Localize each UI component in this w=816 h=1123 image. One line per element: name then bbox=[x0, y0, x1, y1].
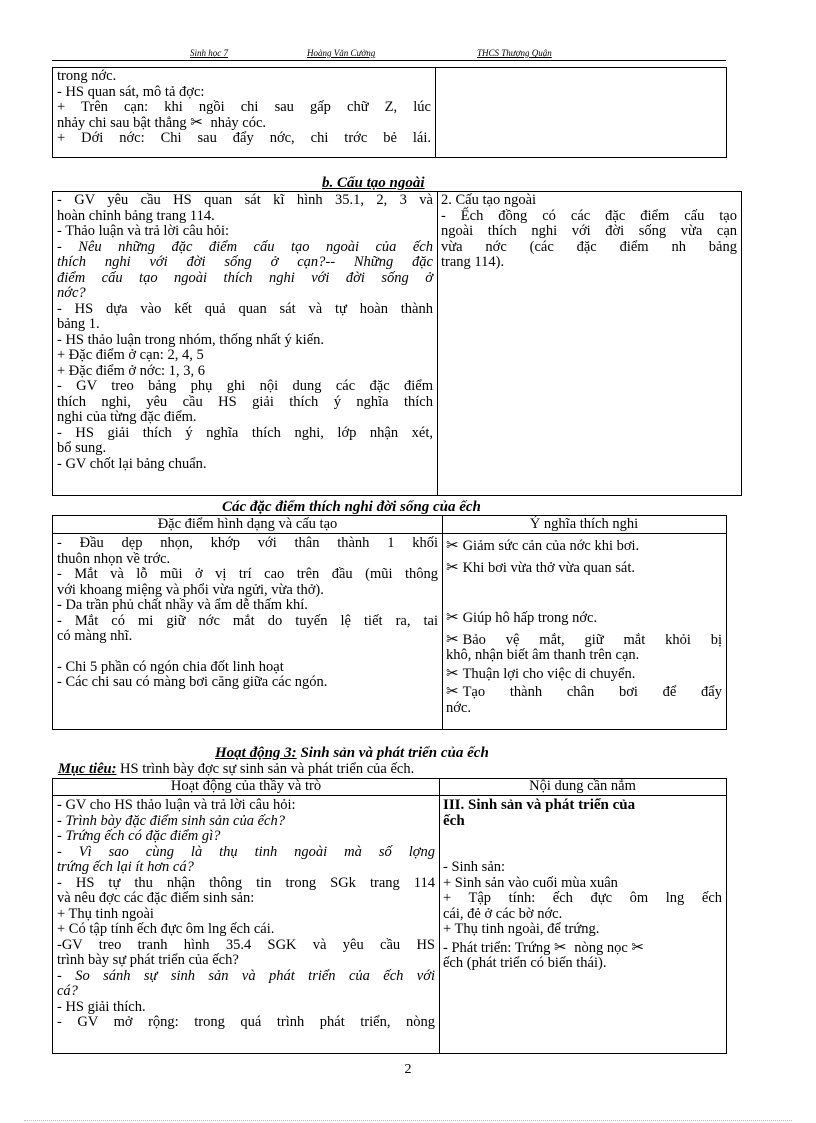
text-span: nhảy cóc. bbox=[210, 114, 267, 131]
text-line: ếch (phát triển có biến thái). bbox=[443, 955, 607, 971]
table-reproduction bbox=[52, 778, 727, 1054]
column-header-meaning: Ý nghĩa thích nghi bbox=[529, 516, 639, 532]
text-line: + Có tập tính ếch đực ôm lng ếch cái. bbox=[57, 921, 275, 937]
text-line: bổ sung. bbox=[57, 440, 107, 456]
text-line bbox=[443, 941, 722, 957]
question-line: nớc? bbox=[57, 285, 86, 301]
text-line: thích nghi, yêu cầu HS giải thích ý nghĩa thích bbox=[57, 393, 433, 410]
arrow-symbol-icon: ✂ bbox=[446, 610, 459, 626]
text-line: có màng nhĩ. bbox=[57, 628, 133, 644]
text-line: + Sinh sản vào cuối mùa xuân bbox=[443, 874, 618, 891]
header-school: THCS Thượng Quận bbox=[477, 48, 552, 58]
text-line: - Chi 5 phần có ngón chia đốt linh hoạt bbox=[57, 658, 284, 675]
question-line: thích nghi với đời sống ở cạn?-- Những đặc bbox=[57, 254, 433, 270]
table-external-left bbox=[53, 192, 437, 495]
text-line: - Ếch đồng có các đặc điểm cấu tạo bbox=[441, 207, 737, 224]
text-line: trang 114). bbox=[441, 254, 505, 270]
running-header bbox=[52, 46, 726, 61]
section-title-line: III. Sinh sản và phát triển của bbox=[443, 797, 636, 813]
text-span: nhảy chi sau bật thẳng bbox=[57, 114, 187, 131]
header-subject: Sinh học 7 bbox=[190, 48, 228, 58]
table-reproduction-left bbox=[53, 797, 439, 1053]
text-line: - GV chốt lại bảng chuẩn. bbox=[57, 455, 207, 472]
table-adaptation bbox=[52, 515, 727, 730]
text-line: 2. Cấu tạo ngoài bbox=[441, 192, 537, 208]
text-line bbox=[57, 116, 431, 132]
text-line: + Đặc điểm ở nớc: 1, 3, 6 bbox=[57, 362, 205, 379]
text-line: hoàn chỉnh bảng trang 114. bbox=[57, 207, 215, 224]
table-continuation-left bbox=[53, 68, 435, 157]
text-line: + Trên cạn: khi ngồi chi sau gấp chữ Z, lúc bbox=[57, 99, 431, 115]
text-line: - HS giải thích. bbox=[57, 998, 146, 1015]
arrow-symbol-icon: ✂ bbox=[631, 939, 644, 956]
text-line: thuôn nhọn về trớc. bbox=[57, 550, 171, 567]
goal-text: HS trình bày đợc sự sinh sản và phát triển của ếch. bbox=[116, 761, 415, 777]
page-number: 2 bbox=[404, 1062, 412, 1077]
text-span: Thuận lợi cho việc di chuyển. bbox=[462, 665, 636, 682]
arrow-symbol-icon: ✂ bbox=[446, 559, 459, 576]
text-line: + Đặc điểm ở cạn: 2, 4, 5 bbox=[57, 347, 204, 363]
question-line: - Trứng ếch có đặc điểm gì? bbox=[57, 828, 221, 844]
text-line: trong nớc. bbox=[57, 68, 117, 84]
column-header-content: Nội dung cần nắm bbox=[529, 778, 636, 794]
text-span: Tạo thành chân bơi để đẩy bbox=[462, 684, 722, 700]
meaning-line bbox=[446, 633, 722, 649]
text-line: cái, đẻ ở các bờ nớc. bbox=[443, 905, 563, 922]
text-line: - HS quan sát, mô tả đợc: bbox=[57, 83, 205, 100]
text-line: - GV cho HS thảo luận và trả lời câu hỏi: bbox=[57, 797, 296, 813]
text-span: Giảm sức cản của nớc khi bơi. bbox=[462, 538, 640, 554]
text-line: - GV mở rộng: trong quá trình phát triển, nòng bbox=[57, 1014, 435, 1030]
activity-3-label: Hoạt động 3: bbox=[215, 745, 297, 761]
text-line: - HS tự thu nhận thông tin trong SGk trang 114 bbox=[57, 874, 435, 891]
meaning-line bbox=[446, 685, 722, 701]
meaning-line bbox=[446, 667, 722, 683]
text-line: + Thụ tinh ngoài, để trứng. bbox=[443, 921, 600, 937]
question-line: trứng ếch lại ít hơn cá? bbox=[57, 859, 194, 875]
section-heading-external-structure: b. Cấu tạo ngoài bbox=[322, 175, 425, 191]
table-adaptation-left bbox=[53, 535, 442, 729]
table-external-structure bbox=[52, 191, 742, 496]
activity-3-heading bbox=[215, 745, 489, 762]
text-line: - GV treo bảng phụ ghi nội dung các đặc điểm bbox=[57, 378, 433, 394]
text-line: bảng 1. bbox=[57, 316, 100, 332]
text-span: - Phát triển: Trứng bbox=[443, 939, 551, 956]
question-line: cá? bbox=[57, 983, 78, 999]
meaning-line bbox=[446, 561, 722, 577]
question-line: - So sánh sự sinh sản và phát triển của ếch với bbox=[57, 967, 435, 984]
text-line: + Dới nớc: Chi sau đẩy nớc, chi trớc bẻ lái. bbox=[57, 130, 431, 146]
text-line: - HS dựa vào kết quả quan sát và tự hoàn thành bbox=[57, 300, 433, 317]
question-line: điểm cấu tạo ngoài thích nghi với đời sống ở bbox=[57, 269, 433, 286]
table-continuation-right bbox=[435, 68, 726, 157]
table-adaptation-right bbox=[442, 535, 726, 729]
meaning-line: nớc. bbox=[446, 699, 471, 716]
arrow-symbol-icon: ✂ bbox=[446, 538, 459, 554]
text-line: -GV treo tranh hình 35.4 SGK và yêu cầu HS bbox=[57, 936, 435, 953]
text-span: Khi bơi vừa thở vừa quan sát. bbox=[462, 559, 635, 576]
table-external-right bbox=[437, 192, 741, 495]
arrow-symbol-icon: ✂ bbox=[446, 684, 459, 700]
column-header-activities: Hoạt động của thầy và trò bbox=[170, 778, 322, 794]
arrow-symbol-icon: ✂ bbox=[446, 631, 459, 648]
page-bottom-divider bbox=[24, 1120, 792, 1121]
text-line: - GV yêu cầu HS quan sát kĩ hình 35.1, 2, 3 và bbox=[57, 192, 433, 208]
text-line: - HS thảo luận trong nhóm, thống nhất ý kiến. bbox=[57, 331, 325, 348]
activity-3-title: Sinh sản và phát triển của ếch bbox=[296, 745, 489, 761]
activity-3-goal bbox=[58, 762, 414, 778]
text-line: - Da trần phủ chất nhầy và ẩm dễ thấm khí. bbox=[57, 597, 308, 613]
text-span: nòng nọc bbox=[574, 939, 628, 956]
table-reproduction-right bbox=[439, 797, 726, 1053]
meaning-line bbox=[446, 611, 722, 627]
text-line: vừa nớc (các đặc điểm nh bảng bbox=[441, 238, 737, 255]
question-line: - Trình bày đặc điểm sinh sản của ếch? bbox=[57, 812, 285, 829]
text-line: - Mắt có mi giữ nớc mắt do tuyến lệ tiết ra, tai bbox=[57, 612, 438, 629]
meaning-line: khô, nhận biết âm thanh trên cạn. bbox=[446, 647, 640, 663]
table-continuation bbox=[52, 67, 727, 158]
adaptation-table-title: Các đặc điểm thích nghi đời sống của ếch bbox=[222, 499, 481, 515]
question-line: - Nêu những đặc điểm cấu tạo ngoài của ếch bbox=[57, 238, 433, 255]
text-line: trình bày sự phát triển của ếch? bbox=[57, 952, 239, 968]
text-line: và nêu đợc các đặc điểm sinh sản: bbox=[57, 890, 255, 906]
text-span: Bảo vệ mắt, giữ mắt khỏi bị bbox=[462, 631, 722, 648]
text-line: - Các chi sau có màng bơi căng giữa các ngón. bbox=[57, 674, 328, 690]
text-span: Giúp hô hấp trong nớc. bbox=[462, 610, 598, 626]
arrow-symbol-icon: ✂ bbox=[553, 939, 567, 956]
text-line: + Tập tính: ếch đực ôm lng ếch bbox=[443, 890, 722, 906]
text-line: - Sinh sản: bbox=[443, 859, 506, 875]
header-author: Hoàng Văn Cường bbox=[307, 48, 376, 58]
text-line: - HS giải thích ý nghĩa thích nghi, lớp nhận xét, bbox=[57, 424, 433, 441]
arrow-symbol-icon: ✂ bbox=[446, 665, 459, 682]
question-line: - Vì sao cùng là thụ tinh ngoài mà số lợng bbox=[57, 843, 435, 860]
text-line: - Mắt và lỗ mũi ở vị trí cao trên đầu (mũi thông bbox=[57, 566, 438, 582]
column-header-features: Đặc điểm hình dạng và cấu tạo bbox=[157, 516, 338, 532]
text-line: + Thụ tinh ngoài bbox=[57, 905, 154, 922]
meaning-line bbox=[446, 539, 722, 555]
arrow-symbol-icon: ✂ bbox=[190, 114, 203, 131]
text-line: - Thảo luận và trả lời câu hỏi: bbox=[57, 223, 230, 239]
goal-label: Mục tiêu: bbox=[58, 761, 117, 777]
text-line: với khoang miệng và phổi vừa ngửi, vừa thở). bbox=[57, 581, 324, 598]
text-line: nghi của từng đặc điểm. bbox=[57, 409, 197, 425]
section-title-line: ếch bbox=[443, 812, 465, 829]
text-line: - Đầu dẹp nhọn, khớp với thân thành 1 khối bbox=[57, 535, 438, 551]
text-line: ngoài thích nghi với đời sống vừa cạn bbox=[441, 223, 737, 239]
